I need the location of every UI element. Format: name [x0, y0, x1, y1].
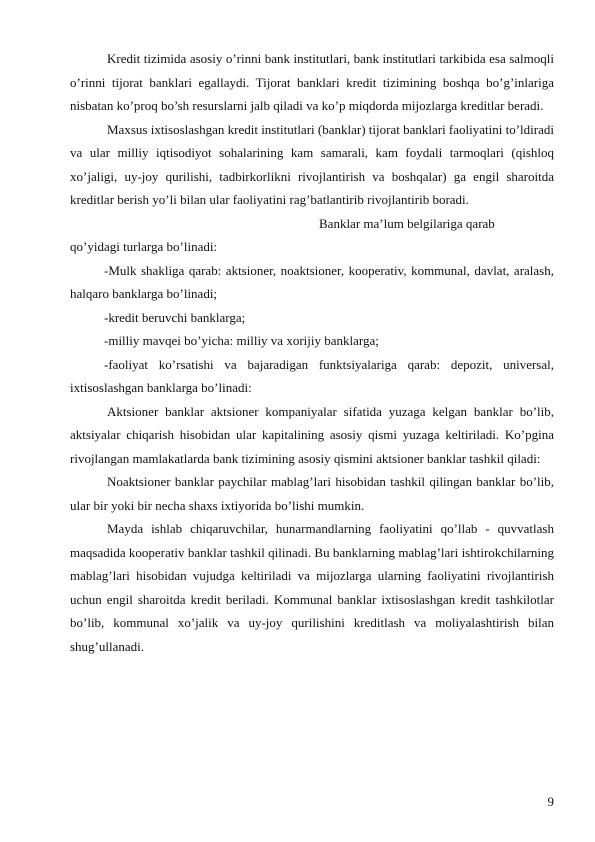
list-item-ownership: -Mulk shakliga qarab: aktsioner, noaktsioner, kooperativ, kommunal, davlat, aralash, halqaro banklarga bo’linadi;	[70, 262, 554, 301]
paragraph-bank-types-intro: Banklar ma’lum belgilariga qarab	[319, 215, 495, 231]
document-body	[70, 47, 554, 658]
paragraph-bank-types-intro-continued: qo’yidagi turlarga bo’linadi:	[70, 239, 218, 254]
paragraph-joint-stock-banks: Aktsioner banklar aktsioner kompaniyalar sifatida yuzaga kelgan banklar bo’lib, aktsiyalar chiqarish hisobidan ular kapitalining asosiy qismi yuzaga keltiriladi. Ko’pgina rivojlangan mamlakatlarda bank tizimining asosiy qismini aktsioner banklar tashkil qiladi:	[70, 403, 554, 466]
paragraph-specialized-institutions: Maxsus ixtisoslashgan kredit institutlari (banklar) tijorat banklari faoliyatini to’ldiradi va ular milliy iqtisodiyot sohalarining kam samarali, kam foydali tarmoqlari (qishloq xo’jaligi, uy-joy qurilishi, tadbirkorlikni rivojlantirish va boshqalar) ga engil sharoitda kreditlar berish yo’li bilan ular faoliyatini rag’batlantirib rivojlantirib boradi.	[70, 121, 554, 207]
page-number: 9	[547, 794, 554, 809]
paragraph-non-joint-stock-banks: Noaktsioner banklar paychilar mablag’lari hisobidan tashkil qilingan banklar bo’lib, ular bir yoki bir necha shaxs ixtiyorida bo’lishi mumkin.	[70, 474, 554, 513]
paragraph-cooperative-communal-banks: Mayda ishlab chiqaruvchilar, hunarmandlarning faoliyatini qo’llab - quvvatlash maqsadida kooperativ banklar tashkil qilinadi. Bu banklarning mablag’lari ishtirokchilarning mablag’lari hisobidan vujudga keltiriladi va mijozlarga ularning faoliyatini rivojlantirish uchun engil sharoitda kredit beriladi. Kommunal banklar ixtisoslashgan kredit tashkilotlar bo’lib, kommunal xo’jalik va uy-joy qurilishini kreditlash va moliyalashtirish bilan shug’ullanadi.	[70, 521, 554, 654]
list-item-lending-banks: -kredit beruvchi banklarga;	[104, 309, 246, 325]
list-item-functions: -faoliyat ko’rsatishi va bajaradigan funktsiyalariga qarab: depozit, universal, ixtisoslashgan banklarga bo’linadi:	[70, 356, 554, 395]
list-item-national-status: -milliy mavqei bo’yicha: milliy va xorijiy banklarga;	[104, 333, 379, 348]
paragraph-credit-system: Kredit tizimida asosiy o’rinni bank institutlari, bank institutlari tarkibida esa salmoqli o’rinni tijorat banklari egallaydi. Tijorat banklari kredit tizimining boshqa bo’g’inlariga nisbatan ko’proq bo’sh resurslarni jalb qiladi va ko’p miqdorda mijozlarga kreditlar beradi.	[70, 51, 554, 113]
